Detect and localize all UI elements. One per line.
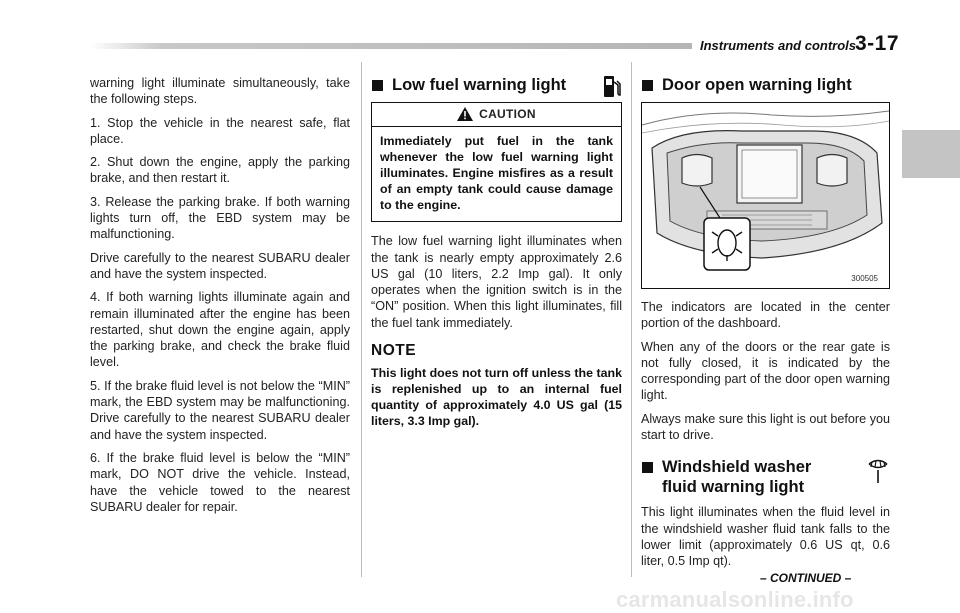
door-open-heading: [641, 75, 890, 95]
paragraph: 1. Stop the vehicle in the nearest safe, flat place.: [90, 115, 350, 146]
paragraph: 5. If the brake fluid level is not below the “MIN” mark, the EBD system may be malfunctioning. Drive carefully to the nearest SUBARU dealer and have the system inspected.: [90, 378, 350, 442]
header-bar: [90, 43, 692, 49]
continued-label: – CONTINUED –: [760, 571, 852, 585]
washer-fluid-icon: [866, 457, 890, 490]
caution-text: Immediately put fuel in the tank whenever the low fuel warning light illuminates. Engine misfires as a result of an empty tank could cause damage to the engine.: [380, 134, 613, 213]
chapter-tab: [902, 130, 960, 178]
paragraph: warning light illuminate simultaneously, take the following steps.: [90, 76, 350, 107]
heading-text: Low fuel warning light: [392, 76, 567, 94]
column-divider: [361, 62, 362, 577]
paragraph: This light illuminates when the fluid level in the windshield washer fluid tank falls to the lower limit (approximately 0.6 US qt, 0.6 liter, 0.5 Imp qt).: [641, 505, 890, 569]
column-divider: [631, 62, 632, 577]
watermark-url: carmanualsonline.info: [616, 587, 854, 612]
caution-divider: [372, 126, 621, 127]
heading-text: Windshield washer fluid warning light: [662, 458, 812, 497]
warning-triangle-icon: [457, 107, 473, 121]
paragraph: Always make sure this light is out before you start to drive.: [641, 411, 890, 443]
page-number: 3-17: [855, 32, 900, 55]
paragraph: 6. If the brake fluid level is below the “MIN” mark, DO NOT drive the vehicle. Instead, have the vehicle towed to the nearest SUBARU dealer for repair.: [90, 450, 350, 514]
caution-box: [371, 102, 622, 222]
washer-fluid-heading: [641, 457, 890, 497]
paragraph: Drive carefully to the nearest SUBARU dealer and have the system inspected.: [90, 250, 350, 281]
paragraph: 2. Shut down the engine, apply the parking brake, and then restart it.: [90, 155, 350, 186]
paragraph: 3. Release the parking brake. If both warning lights turn off, the EBD system may be malfunctioning.: [90, 194, 350, 242]
section-title: Instruments and controls: [700, 38, 857, 53]
caution-label: CAUTION: [479, 107, 536, 121]
heading-text: Door open warning light: [662, 76, 852, 94]
fuel-pump-icon: [602, 73, 622, 104]
column-left: [90, 75, 350, 522]
dashboard-illustration: [641, 102, 890, 289]
paragraph: When any of the doors or the rear gate is not fully closed, it is indicated by the corresponding part of the door open warning light.: [641, 339, 890, 403]
paragraph: The indicators are located in the center portion of the dashboard.: [641, 300, 890, 331]
low-fuel-heading: [371, 75, 622, 95]
paragraph: 4. If both warning lights illuminate again and remain illuminated after the engine has been restarted, shut down the engine again, apply the parking brake, and check the brake fluid level.: [90, 290, 350, 370]
bullet-square-icon: [372, 80, 383, 91]
paragraph: The low fuel warning light illuminates when the tank is nearly empty approximately 2.6 US gal (10 liters, 2.2 Imp gal). It only operates when the ignition switch is in the “ON” position. When this light illuminates, fill the fuel tank immediately.: [371, 234, 622, 330]
caution-header: [380, 103, 613, 126]
figure-code: 300505: [851, 274, 878, 283]
column-middle: [371, 75, 622, 429]
note-text: This light does not turn off unless the tank is replenished up to an internal fuel quantity of approximately 4.0 US gal (15 liters, 3.3 Imp gal).: [371, 366, 622, 429]
note-title: NOTE: [371, 342, 417, 360]
bullet-square-icon: [642, 462, 653, 473]
bullet-square-icon: [642, 80, 653, 91]
column-right: [641, 75, 890, 577]
